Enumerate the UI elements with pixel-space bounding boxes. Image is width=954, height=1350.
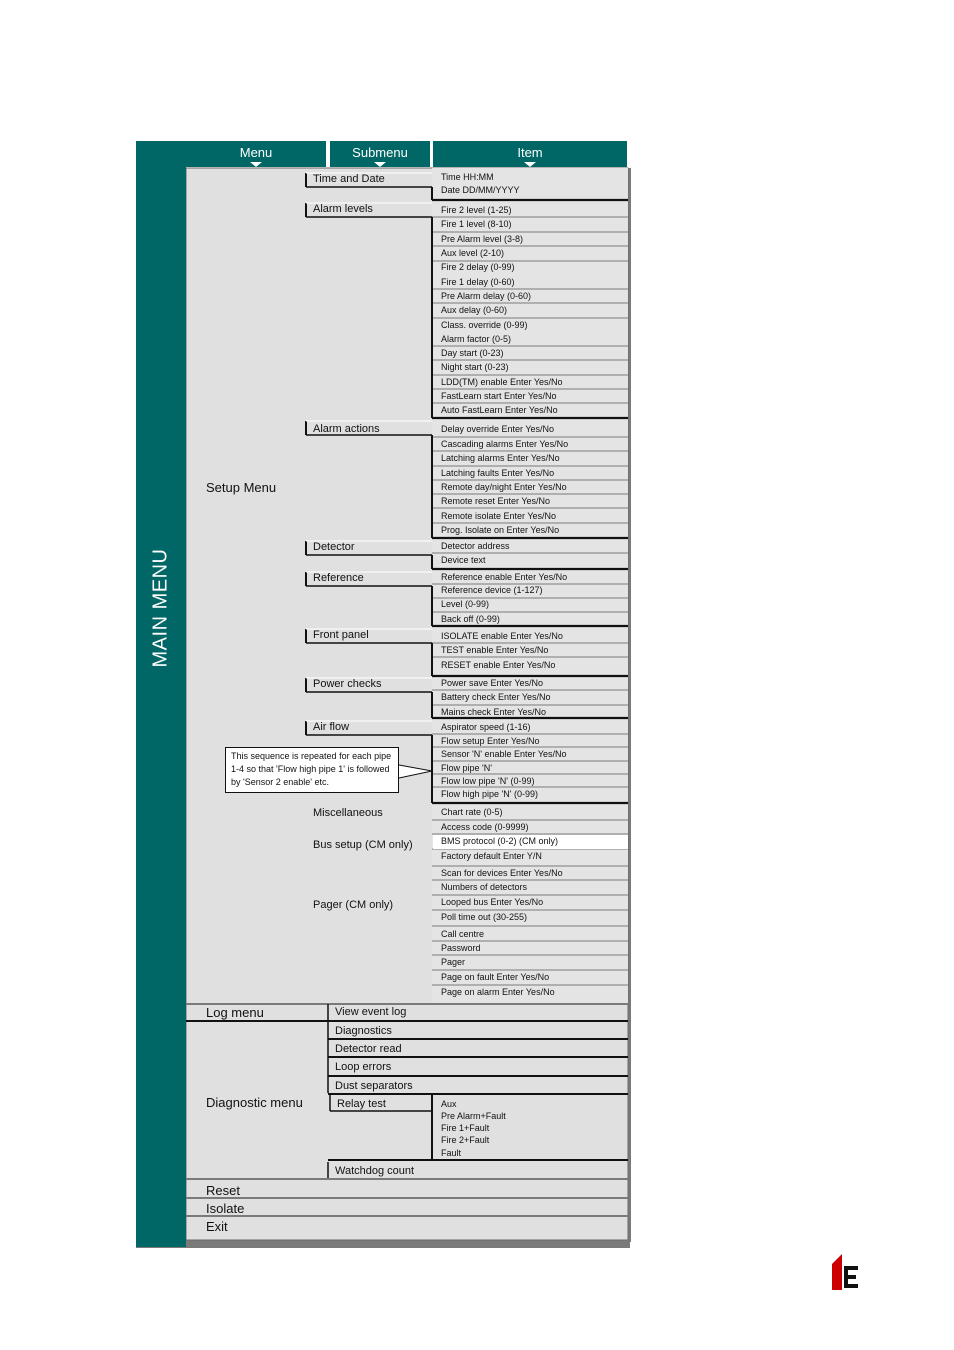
item-entry[interactable]: Factory default Enter Y/N xyxy=(441,851,542,861)
submenu-time-date[interactable]: Time and Date xyxy=(313,173,385,185)
item-entry[interactable]: Latching alarms Enter Yes/No xyxy=(441,453,560,463)
item-entry[interactable]: Flow high pipe 'N' (0-99) xyxy=(441,789,538,799)
item-entry[interactable]: Poll time out (30-255) xyxy=(441,912,528,922)
item-entry[interactable]: Call centre xyxy=(441,929,485,939)
menu-isolate[interactable]: Isolate xyxy=(206,1201,245,1216)
item-entry[interactable]: Alarm factor (0-5) xyxy=(441,334,512,344)
item-entry[interactable]: Latching faults Enter Yes/No xyxy=(441,468,555,478)
header-menu xyxy=(186,141,326,167)
item-entry[interactable]: RESET enable Enter Yes/No xyxy=(441,660,556,670)
item-entry[interactable]: Delay override Enter Yes/No xyxy=(441,424,555,434)
item-entry[interactable]: Remote day/night Enter Yes/No xyxy=(441,482,567,492)
item-entry[interactable]: Time HH:MM xyxy=(441,172,494,182)
item-entry[interactable]: Date DD/MM/YYYY xyxy=(441,185,520,195)
item-entry[interactable]: Numbers of detectors xyxy=(441,882,528,892)
item-entry[interactable]: TEST enable Enter Yes/No xyxy=(441,645,549,655)
repeat-note: This sequence is repeated for each pipe 1-4 so that 'Flow high pipe 1' is followed by 'Sensor 2 enable' etc. xyxy=(225,747,399,793)
item-entry[interactable]: Back off (0-99) xyxy=(441,614,500,624)
item-entry[interactable]: Flow low pipe 'N' (0-99) xyxy=(441,776,535,786)
menu-diagnostic[interactable]: Diagnostic menu xyxy=(206,1095,303,1110)
submenu-watchdog-count[interactable]: Watchdog count xyxy=(335,1165,415,1177)
relay-item[interactable]: Fire 2+Fault xyxy=(441,1135,490,1145)
item-entry[interactable]: Fire 1 level (8-10) xyxy=(441,219,512,229)
item-entry[interactable]: Device text xyxy=(441,555,486,565)
relay-item[interactable]: Fault xyxy=(441,1148,462,1158)
item-entry[interactable]: Page on alarm Enter Yes/No xyxy=(441,987,555,997)
item-entry[interactable]: Level (0-99) xyxy=(441,599,490,609)
item-entry[interactable]: Flow pipe 'N' xyxy=(441,763,492,773)
item-entry[interactable]: Auto FastLearn Enter Yes/No xyxy=(441,405,558,415)
down-arrow-icon xyxy=(250,162,262,167)
item-entry[interactable]: Remote isolate Enter Yes/No xyxy=(441,511,557,521)
item-entry[interactable]: Prog. Isolate on Enter Yes/No xyxy=(441,525,560,535)
item-entry[interactable]: LDD(TM) enable Enter Yes/No xyxy=(441,377,563,387)
item-entry[interactable]: Aux delay (0-60) xyxy=(441,305,508,315)
item-entry[interactable]: ISOLATE enable Enter Yes/No xyxy=(441,631,563,641)
header-item xyxy=(433,141,627,167)
item-entry[interactable]: Aux level (2-10) xyxy=(441,248,505,258)
item-entry[interactable]: Pre Alarm delay (0-60) xyxy=(441,291,532,301)
item-entry[interactable]: Reference device (1-127) xyxy=(441,585,543,595)
submenu-alarm-actions[interactable]: Alarm actions xyxy=(313,423,380,435)
header-submenu-label: Submenu xyxy=(352,145,408,160)
submenu-detector[interactable]: Detector xyxy=(313,541,355,553)
submenu-loop-errors[interactable]: Loop errors xyxy=(335,1061,392,1073)
item-entry[interactable]: Pager xyxy=(441,957,466,967)
submenu-dust-separators[interactable]: Dust separators xyxy=(335,1080,413,1092)
menu-log[interactable]: Log menu xyxy=(206,1005,264,1020)
submenu-detector-read[interactable]: Detector read xyxy=(335,1043,402,1055)
item-entry[interactable]: Password xyxy=(441,943,481,953)
submenu-diagnostics[interactable]: Diagnostics xyxy=(335,1025,392,1037)
item-entry[interactable]: Class. override (0-99) xyxy=(441,320,528,330)
submenu-reference[interactable]: Reference xyxy=(313,572,364,584)
item-entry[interactable]: Fire 2 level (1-25) xyxy=(441,205,512,215)
item-entry[interactable]: Scan for devices Enter Yes/No xyxy=(441,868,563,878)
item-entry[interactable]: Aspirator speed (1-16) xyxy=(441,722,531,732)
item-entry[interactable]: Power save Enter Yes/No xyxy=(441,678,544,688)
submenu-alarm-levels[interactable]: Alarm levels xyxy=(313,203,373,215)
item-entry[interactable]: Flow setup Enter Yes/No xyxy=(441,736,540,746)
item-entry[interactable]: Mains check Enter Yes/No xyxy=(441,707,547,717)
item-entry[interactable]: Remote reset Enter Yes/No xyxy=(441,496,551,506)
submenu-air-flow[interactable]: Air flow xyxy=(313,721,350,733)
item-entry[interactable]: BMS protocol (0-2) (CM only) xyxy=(441,836,559,846)
item-entry[interactable]: Looped bus Enter Yes/No xyxy=(441,897,544,907)
submenu-relay-test[interactable]: Relay test xyxy=(337,1098,386,1110)
item-entry[interactable]: Reference enable Enter Yes/No xyxy=(441,572,568,582)
submenu-misc[interactable]: Miscellaneous xyxy=(313,807,383,819)
item-entry[interactable]: Fire 2 delay (0-99) xyxy=(441,262,515,272)
relay-item[interactable]: Aux xyxy=(441,1099,457,1109)
header-item-label: Item xyxy=(517,145,543,160)
sidebar xyxy=(136,141,186,1247)
item-entry[interactable]: Sensor 'N' enable Enter Yes/No xyxy=(441,749,567,759)
menu-exit[interactable]: Exit xyxy=(206,1219,228,1234)
item-entry[interactable]: Page on fault Enter Yes/No xyxy=(441,972,550,982)
relay-item[interactable]: Fire 1+Fault xyxy=(441,1123,490,1133)
submenu-bus-setup[interactable]: Bus setup (CM only) xyxy=(313,839,413,851)
header-menu-label: Menu xyxy=(239,145,273,160)
submenu-view-event-log[interactable]: View event log xyxy=(335,1006,407,1018)
header-submenu xyxy=(330,141,430,167)
item-entry[interactable]: FastLearn start Enter Yes/No xyxy=(441,391,557,401)
item-entry[interactable]: Pre Alarm level (3-8) xyxy=(441,234,524,244)
brand-logo xyxy=(832,1254,860,1290)
item-entry[interactable]: Access code (0-9999) xyxy=(441,822,529,832)
down-arrow-icon xyxy=(374,162,386,167)
item-entry[interactable]: Battery check Enter Yes/No xyxy=(441,692,551,702)
submenu-power-checks[interactable]: Power checks xyxy=(313,678,382,690)
item-entry[interactable]: Night start (0-23) xyxy=(441,362,509,372)
menu-reset[interactable]: Reset xyxy=(206,1183,240,1198)
submenu-pager[interactable]: Pager (CM only) xyxy=(313,899,394,911)
menu-setup[interactable]: Setup Menu xyxy=(206,480,277,495)
item-entry[interactable]: Fire 1 delay (0-60) xyxy=(441,277,515,287)
sidebar-title-text: MAIN MENU xyxy=(149,548,172,668)
item-entry[interactable]: Cascading alarms Enter Yes/No xyxy=(441,439,569,449)
submenu-front-panel[interactable]: Front panel xyxy=(313,629,369,641)
relay-item[interactable]: Pre Alarm+Fault xyxy=(441,1111,506,1121)
down-arrow-icon xyxy=(524,162,536,167)
item-entry[interactable]: Day start (0-23) xyxy=(441,348,504,358)
item-entry[interactable]: Chart rate (0-5) xyxy=(441,807,503,817)
item-entry[interactable]: Detector address xyxy=(441,541,510,551)
